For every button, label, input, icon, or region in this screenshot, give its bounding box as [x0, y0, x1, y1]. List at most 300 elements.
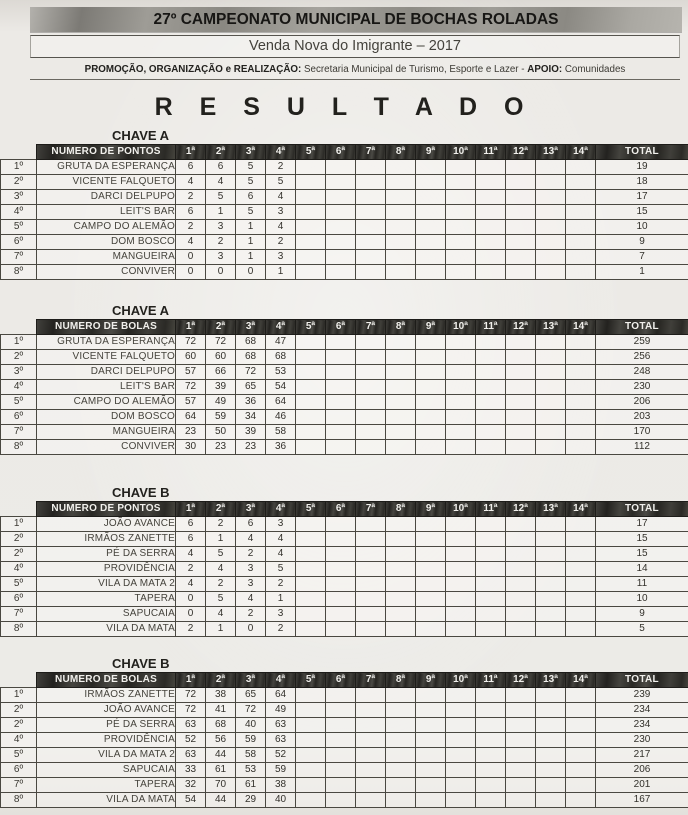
- empty-score-cell: [386, 547, 416, 562]
- empty-score-cell: [476, 577, 506, 592]
- round-column-header: 5ª: [296, 502, 326, 517]
- table-row: [1, 205, 688, 220]
- round-column-header: 5ª: [296, 145, 326, 160]
- rank-cell: 4º: [1, 205, 37, 220]
- empty-score-cell: [296, 440, 326, 455]
- rank-cell: 8º: [1, 622, 37, 637]
- table-row: [1, 562, 688, 577]
- empty-score-cell: [356, 380, 386, 395]
- empty-score-cell: [476, 410, 506, 425]
- empty-score-cell: [446, 793, 476, 808]
- empty-score-cell: [296, 778, 326, 793]
- round-column-header: 9ª: [416, 320, 446, 335]
- total-cell: 248: [596, 365, 688, 380]
- team-name-cell: DOM BOSCO: [37, 410, 176, 425]
- header-row: [1, 145, 688, 160]
- empty-score-cell: [296, 410, 326, 425]
- team-name-cell: CAMPO DO ALEMÃO: [37, 220, 176, 235]
- table-row: [1, 763, 688, 778]
- table-row: [1, 425, 688, 440]
- round-column-header: 10ª: [446, 673, 476, 688]
- empty-score-cell: [446, 335, 476, 350]
- empty-score-cell: [446, 718, 476, 733]
- empty-score-cell: [326, 190, 356, 205]
- table-row: [1, 577, 688, 592]
- empty-score-cell: [446, 425, 476, 440]
- rank-cell: 2º: [1, 718, 37, 733]
- empty-score-cell: [506, 688, 536, 703]
- empty-score-cell: [356, 425, 386, 440]
- empty-score-cell: [296, 733, 326, 748]
- score-cell: 61: [236, 778, 266, 793]
- metric-header: NUMERO DE PONTOS: [37, 145, 176, 160]
- empty-score-cell: [476, 778, 506, 793]
- score-cell: 36: [236, 395, 266, 410]
- empty-score-cell: [536, 205, 566, 220]
- document-title: 27º CAMPEONATO MUNICIPAL DE BOCHAS ROLADAS: [30, 7, 682, 32]
- score-cell: 38: [266, 778, 296, 793]
- round-column-header: 6ª: [326, 145, 356, 160]
- empty-score-cell: [386, 778, 416, 793]
- empty-score-cell: [536, 190, 566, 205]
- score-cell: 38: [206, 688, 236, 703]
- score-cell: 4: [266, 532, 296, 547]
- score-cell: 68: [236, 335, 266, 350]
- total-cell: 167: [596, 793, 688, 808]
- empty-score-cell: [326, 440, 356, 455]
- empty-score-cell: [476, 265, 506, 280]
- round-column-header: 13ª: [536, 673, 566, 688]
- empty-score-cell: [386, 380, 416, 395]
- score-cell: 4: [206, 562, 236, 577]
- empty-score-cell: [296, 763, 326, 778]
- table-row: [1, 380, 688, 395]
- empty-score-cell: [446, 703, 476, 718]
- team-name-cell: PROVIDÊNCIA: [37, 562, 176, 577]
- score-cell: 63: [176, 748, 206, 763]
- rank-cell: 4º: [1, 380, 37, 395]
- empty-score-cell: [476, 547, 506, 562]
- empty-score-cell: [476, 622, 506, 637]
- score-cell: 30: [176, 440, 206, 455]
- score-cell: 5: [206, 190, 236, 205]
- empty-score-cell: [356, 718, 386, 733]
- round-column-header: 6ª: [326, 502, 356, 517]
- score-cell: 72: [176, 703, 206, 718]
- score-cell: 34: [236, 410, 266, 425]
- corner-cell: [1, 320, 37, 335]
- empty-score-cell: [506, 592, 536, 607]
- round-column-header: 14ª: [566, 673, 596, 688]
- score-cell: 4: [266, 190, 296, 205]
- score-cell: 59: [236, 733, 266, 748]
- empty-score-cell: [296, 190, 326, 205]
- empty-score-cell: [506, 547, 536, 562]
- score-cell: 1: [206, 622, 236, 637]
- empty-score-cell: [356, 688, 386, 703]
- chave-label: CHAVE A: [112, 128, 170, 143]
- promo-label-1: PROMOÇÃO, ORGANIZAÇÃO e REALIZAÇÃO:: [84, 64, 302, 75]
- empty-score-cell: [566, 607, 596, 622]
- empty-score-cell: [416, 265, 446, 280]
- empty-score-cell: [566, 733, 596, 748]
- empty-score-cell: [476, 395, 506, 410]
- results-table: [0, 501, 688, 637]
- empty-score-cell: [476, 250, 506, 265]
- empty-score-cell: [296, 265, 326, 280]
- rank-cell: 3º: [1, 365, 37, 380]
- empty-score-cell: [446, 265, 476, 280]
- score-cell: 5: [266, 562, 296, 577]
- empty-score-cell: [416, 763, 446, 778]
- empty-score-cell: [326, 410, 356, 425]
- empty-score-cell: [566, 265, 596, 280]
- empty-score-cell: [536, 547, 566, 562]
- rank-cell: 2º: [1, 547, 37, 562]
- score-cell: 58: [236, 748, 266, 763]
- score-cell: 65: [236, 380, 266, 395]
- round-column-header: 9ª: [416, 145, 446, 160]
- round-column-header: 11ª: [476, 502, 506, 517]
- score-cell: 4: [266, 547, 296, 562]
- empty-score-cell: [356, 250, 386, 265]
- empty-score-cell: [566, 532, 596, 547]
- team-name-cell: VILA DA MATA 2: [37, 748, 176, 763]
- empty-score-cell: [416, 547, 446, 562]
- total-cell: 19: [596, 160, 688, 175]
- total-cell: 15: [596, 547, 688, 562]
- empty-score-cell: [566, 380, 596, 395]
- score-cell: 3: [236, 577, 266, 592]
- score-cell: 72: [206, 335, 236, 350]
- empty-score-cell: [536, 425, 566, 440]
- empty-score-cell: [326, 562, 356, 577]
- empty-score-cell: [356, 335, 386, 350]
- round-column-header: 13ª: [536, 502, 566, 517]
- table-row: [1, 532, 688, 547]
- empty-score-cell: [356, 160, 386, 175]
- score-cell: 3: [206, 220, 236, 235]
- empty-score-cell: [446, 577, 476, 592]
- empty-score-cell: [386, 763, 416, 778]
- table-row: [1, 395, 688, 410]
- score-cell: 72: [176, 380, 206, 395]
- score-cell: 54: [176, 793, 206, 808]
- empty-score-cell: [476, 365, 506, 380]
- empty-score-cell: [416, 235, 446, 250]
- empty-score-cell: [326, 220, 356, 235]
- empty-score-cell: [476, 793, 506, 808]
- empty-score-cell: [386, 793, 416, 808]
- round-column-header: 4ª: [266, 673, 296, 688]
- empty-score-cell: [326, 577, 356, 592]
- empty-score-cell: [476, 350, 506, 365]
- empty-score-cell: [566, 778, 596, 793]
- empty-score-cell: [506, 235, 536, 250]
- score-cell: 0: [236, 622, 266, 637]
- header-row: [1, 673, 688, 688]
- empty-score-cell: [326, 718, 356, 733]
- score-cell: 36: [266, 440, 296, 455]
- empty-score-cell: [386, 160, 416, 175]
- team-name-cell: CONVIVER: [37, 265, 176, 280]
- empty-score-cell: [476, 607, 506, 622]
- round-column-header: 3ª: [236, 502, 266, 517]
- empty-score-cell: [446, 205, 476, 220]
- round-column-header: 1ª: [176, 145, 206, 160]
- score-cell: 63: [266, 718, 296, 733]
- table-row: [1, 718, 688, 733]
- empty-score-cell: [506, 160, 536, 175]
- empty-score-cell: [446, 562, 476, 577]
- empty-score-cell: [536, 793, 566, 808]
- score-cell: 1: [236, 250, 266, 265]
- table-row: [1, 220, 688, 235]
- empty-score-cell: [536, 562, 566, 577]
- empty-score-cell: [326, 703, 356, 718]
- score-cell: 23: [206, 440, 236, 455]
- empty-score-cell: [356, 547, 386, 562]
- empty-score-cell: [326, 335, 356, 350]
- round-column-header: 7ª: [356, 502, 386, 517]
- empty-score-cell: [386, 335, 416, 350]
- total-cell: 256: [596, 350, 688, 365]
- empty-score-cell: [506, 365, 536, 380]
- score-cell: 2: [236, 607, 266, 622]
- score-cell: 4: [206, 175, 236, 190]
- score-cell: 41: [206, 703, 236, 718]
- empty-score-cell: [476, 335, 506, 350]
- table-row: [1, 517, 688, 532]
- empty-score-cell: [566, 517, 596, 532]
- team-name-cell: MANGUEIRA: [37, 425, 176, 440]
- promo-text-2: Comunidades: [562, 64, 626, 75]
- empty-score-cell: [566, 440, 596, 455]
- empty-score-cell: [566, 703, 596, 718]
- empty-score-cell: [326, 160, 356, 175]
- empty-score-cell: [536, 763, 566, 778]
- empty-score-cell: [566, 205, 596, 220]
- total-cell: 170: [596, 425, 688, 440]
- empty-score-cell: [416, 205, 446, 220]
- empty-score-cell: [566, 335, 596, 350]
- empty-score-cell: [356, 562, 386, 577]
- empty-score-cell: [536, 160, 566, 175]
- empty-score-cell: [416, 350, 446, 365]
- empty-score-cell: [416, 410, 446, 425]
- empty-score-cell: [416, 532, 446, 547]
- empty-score-cell: [386, 365, 416, 380]
- table-row: [1, 622, 688, 637]
- score-cell: 54: [266, 380, 296, 395]
- score-cell: 63: [266, 733, 296, 748]
- round-column-header: 12ª: [506, 145, 536, 160]
- empty-score-cell: [566, 688, 596, 703]
- empty-score-cell: [416, 733, 446, 748]
- empty-score-cell: [446, 778, 476, 793]
- chave-label: CHAVE A: [112, 303, 170, 318]
- empty-score-cell: [296, 607, 326, 622]
- table-row: [1, 160, 688, 175]
- table-row: [1, 410, 688, 425]
- score-cell: 46: [266, 410, 296, 425]
- empty-score-cell: [296, 718, 326, 733]
- empty-score-cell: [356, 350, 386, 365]
- empty-score-cell: [446, 380, 476, 395]
- round-column-header: 11ª: [476, 145, 506, 160]
- empty-score-cell: [566, 250, 596, 265]
- score-cell: 40: [236, 718, 266, 733]
- empty-score-cell: [446, 688, 476, 703]
- empty-score-cell: [536, 517, 566, 532]
- header-row: [1, 502, 688, 517]
- empty-score-cell: [536, 532, 566, 547]
- total-cell: 17: [596, 190, 688, 205]
- rank-cell: 5º: [1, 577, 37, 592]
- score-cell: 5: [206, 592, 236, 607]
- empty-score-cell: [506, 718, 536, 733]
- round-column-header: 1ª: [176, 673, 206, 688]
- empty-score-cell: [356, 190, 386, 205]
- rank-cell: 7º: [1, 778, 37, 793]
- empty-score-cell: [566, 562, 596, 577]
- empty-score-cell: [476, 380, 506, 395]
- empty-score-cell: [326, 592, 356, 607]
- score-cell: 63: [176, 718, 206, 733]
- empty-score-cell: [536, 622, 566, 637]
- round-column-header: 5ª: [296, 320, 326, 335]
- table-row: [1, 235, 688, 250]
- score-cell: 2: [206, 517, 236, 532]
- empty-score-cell: [476, 532, 506, 547]
- score-cell: 0: [176, 592, 206, 607]
- score-cell: 4: [176, 175, 206, 190]
- empty-score-cell: [296, 622, 326, 637]
- empty-score-cell: [386, 190, 416, 205]
- empty-score-cell: [386, 250, 416, 265]
- score-cell: 70: [206, 778, 236, 793]
- empty-score-cell: [536, 250, 566, 265]
- empty-score-cell: [566, 622, 596, 637]
- empty-score-cell: [506, 395, 536, 410]
- empty-score-cell: [326, 547, 356, 562]
- rank-cell: 8º: [1, 440, 37, 455]
- score-cell: 4: [176, 547, 206, 562]
- empty-score-cell: [416, 592, 446, 607]
- empty-score-cell: [326, 532, 356, 547]
- empty-score-cell: [386, 175, 416, 190]
- round-column-header: 3ª: [236, 145, 266, 160]
- empty-score-cell: [386, 607, 416, 622]
- empty-score-cell: [446, 607, 476, 622]
- empty-score-cell: [506, 205, 536, 220]
- total-cell: 201: [596, 778, 688, 793]
- empty-score-cell: [536, 577, 566, 592]
- score-cell: 56: [206, 733, 236, 748]
- empty-score-cell: [356, 793, 386, 808]
- empty-score-cell: [536, 688, 566, 703]
- score-cell: 6: [176, 517, 206, 532]
- results-table: [0, 672, 688, 808]
- score-cell: 64: [266, 395, 296, 410]
- empty-score-cell: [446, 395, 476, 410]
- empty-score-cell: [506, 350, 536, 365]
- empty-score-cell: [386, 748, 416, 763]
- team-name-cell: DARCI DELPUPO: [37, 365, 176, 380]
- round-column-header: 10ª: [446, 320, 476, 335]
- empty-score-cell: [476, 190, 506, 205]
- empty-score-cell: [476, 763, 506, 778]
- empty-score-cell: [506, 265, 536, 280]
- empty-score-cell: [506, 517, 536, 532]
- empty-score-cell: [446, 547, 476, 562]
- empty-score-cell: [416, 793, 446, 808]
- round-column-header: 7ª: [356, 320, 386, 335]
- empty-score-cell: [536, 778, 566, 793]
- score-cell: 3: [266, 607, 296, 622]
- empty-score-cell: [536, 335, 566, 350]
- total-cell: 10: [596, 592, 688, 607]
- total-cell: 10: [596, 220, 688, 235]
- empty-score-cell: [446, 190, 476, 205]
- empty-score-cell: [356, 175, 386, 190]
- team-name-cell: DOM BOSCO: [37, 235, 176, 250]
- table-row: [1, 607, 688, 622]
- empty-score-cell: [416, 622, 446, 637]
- round-column-header: 5ª: [296, 673, 326, 688]
- score-cell: 72: [236, 703, 266, 718]
- total-cell: 234: [596, 703, 688, 718]
- empty-score-cell: [296, 160, 326, 175]
- round-column-header: 2ª: [206, 673, 236, 688]
- empty-score-cell: [476, 220, 506, 235]
- score-cell: 5: [236, 160, 266, 175]
- total-cell: 112: [596, 440, 688, 455]
- empty-score-cell: [446, 365, 476, 380]
- empty-score-cell: [506, 778, 536, 793]
- score-cell: 4: [206, 607, 236, 622]
- empty-score-cell: [506, 763, 536, 778]
- empty-score-cell: [446, 622, 476, 637]
- score-cell: 0: [236, 265, 266, 280]
- round-column-header: 12ª: [506, 320, 536, 335]
- result-heading: R E S U L T A D O: [154, 93, 534, 121]
- empty-score-cell: [536, 395, 566, 410]
- metric-header: NUMERO DE PONTOS: [37, 502, 176, 517]
- empty-score-cell: [386, 577, 416, 592]
- round-column-header: 4ª: [266, 502, 296, 517]
- results-table: [0, 144, 688, 280]
- empty-score-cell: [386, 350, 416, 365]
- score-cell: 2: [176, 220, 206, 235]
- empty-score-cell: [566, 235, 596, 250]
- total-cell: 15: [596, 205, 688, 220]
- team-name-cell: MANGUEIRA: [37, 250, 176, 265]
- score-cell: 4: [236, 592, 266, 607]
- empty-score-cell: [536, 703, 566, 718]
- score-cell: 2: [266, 577, 296, 592]
- total-cell: 203: [596, 410, 688, 425]
- total-cell: 17: [596, 517, 688, 532]
- empty-score-cell: [536, 220, 566, 235]
- empty-score-cell: [476, 425, 506, 440]
- score-cell: 3: [266, 250, 296, 265]
- team-name-cell: VICENTE FALQUETO: [37, 350, 176, 365]
- rank-cell: 7º: [1, 607, 37, 622]
- empty-score-cell: [296, 250, 326, 265]
- empty-score-cell: [356, 703, 386, 718]
- empty-score-cell: [566, 395, 596, 410]
